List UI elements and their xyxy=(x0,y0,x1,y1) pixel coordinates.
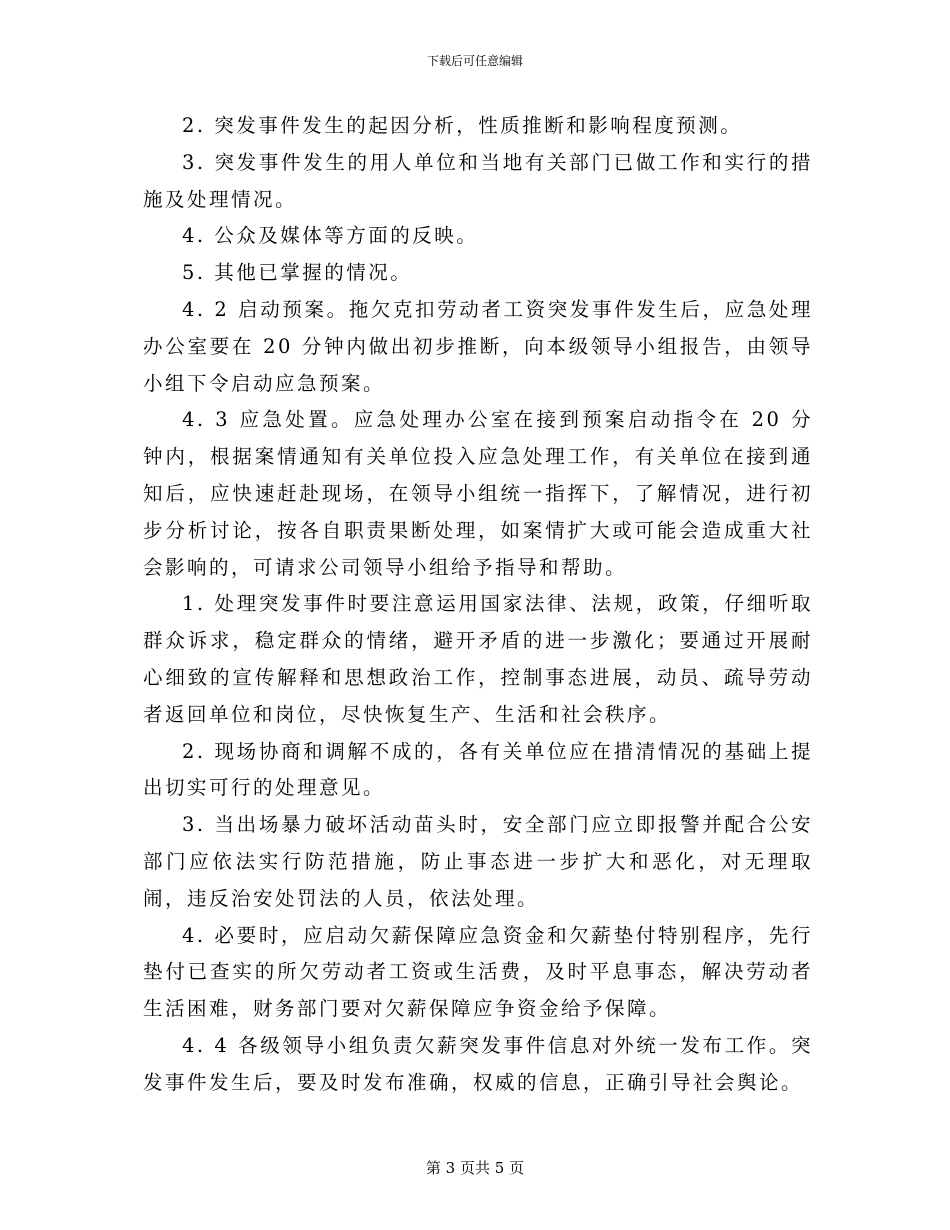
paragraph: 2. 突发事件发生的起因分析，性质推断和影响程度预测。 xyxy=(182,114,743,137)
paragraph: 1. 处理突发事件时要注意运用国家法律、法规，政策，仔细听取群众诉求，稳定群众的情绪，避开矛盾的进一步激化；要通过开展耐心细致的宣传解释和思想政治工作，控制事态进展，动员、疏导劳动者返回单位和岗位，尽快恢复生产、生活和社会秩序。 xyxy=(143,592,813,726)
paragraph: 4. 3 应急处置。应急处理办公室在接到预案启动指令在 20 分钟内，根据案情通知有关单位投入应急处理工作，有关单位在接到通知后，应快速赶赴现场，在领导小组统一指挥下，了解情况，进行初步分析讨论，按各自职责果断处理，如案情扩大或可能会造成重大社会影响的，可请求公司领导小组给予指导和帮助。 xyxy=(143,408,813,579)
document-body xyxy=(143,108,813,1102)
paragraph: 4. 公众及媒体等方面的反映。 xyxy=(182,224,479,248)
paragraph: 4. 必要时，应启动欠薪保障应急资金和欠薪垫付特别程序，先行垫付已查实的所欠劳动者工资或生活费，及时平息事态，解决劳动者生活困难，财务部门要对欠薪保障应争资金给予保障。 xyxy=(143,923,813,1021)
paragraph: 4. 2 启动预案。拖欠克扣劳动者工资突发事件发生后，应急处理办公室要在 20 分钟内做出初步推断，向本级领导小组报告，由领导小组下令启动应急预案。 xyxy=(143,297,813,395)
paragraph: 3. 当出场暴力破坏活动苗头时，安全部门应立即报警并配合公安部门应依法实行防范措施，防止事态进一步扩大和恶化，对无理取闹，违反治安处罚法的人员，依法处理。 xyxy=(143,813,813,910)
paragraph: 3. 突发事件发生的用人单位和当地有关部门已做工作和实行的措施及处理情况。 xyxy=(143,150,813,211)
paragraph: 2. 现场协商和调解不成的，各有关单位应在措清情况的基础上提出切实可行的处理意见。 xyxy=(143,739,813,800)
page-footer: 第 3 页共 5 页 xyxy=(425,1159,525,1177)
page-header: 下载后可任意编辑 xyxy=(426,54,523,68)
paragraph: 4. 4 各级领导小组负责欠薪突发事件信息对外统一发布工作。突发事件发生后，要及时发布准确，权威的信息，正确引导社会舆论。 xyxy=(143,1033,813,1094)
paragraph: 5. 其他已掌握的情况。 xyxy=(182,261,413,285)
